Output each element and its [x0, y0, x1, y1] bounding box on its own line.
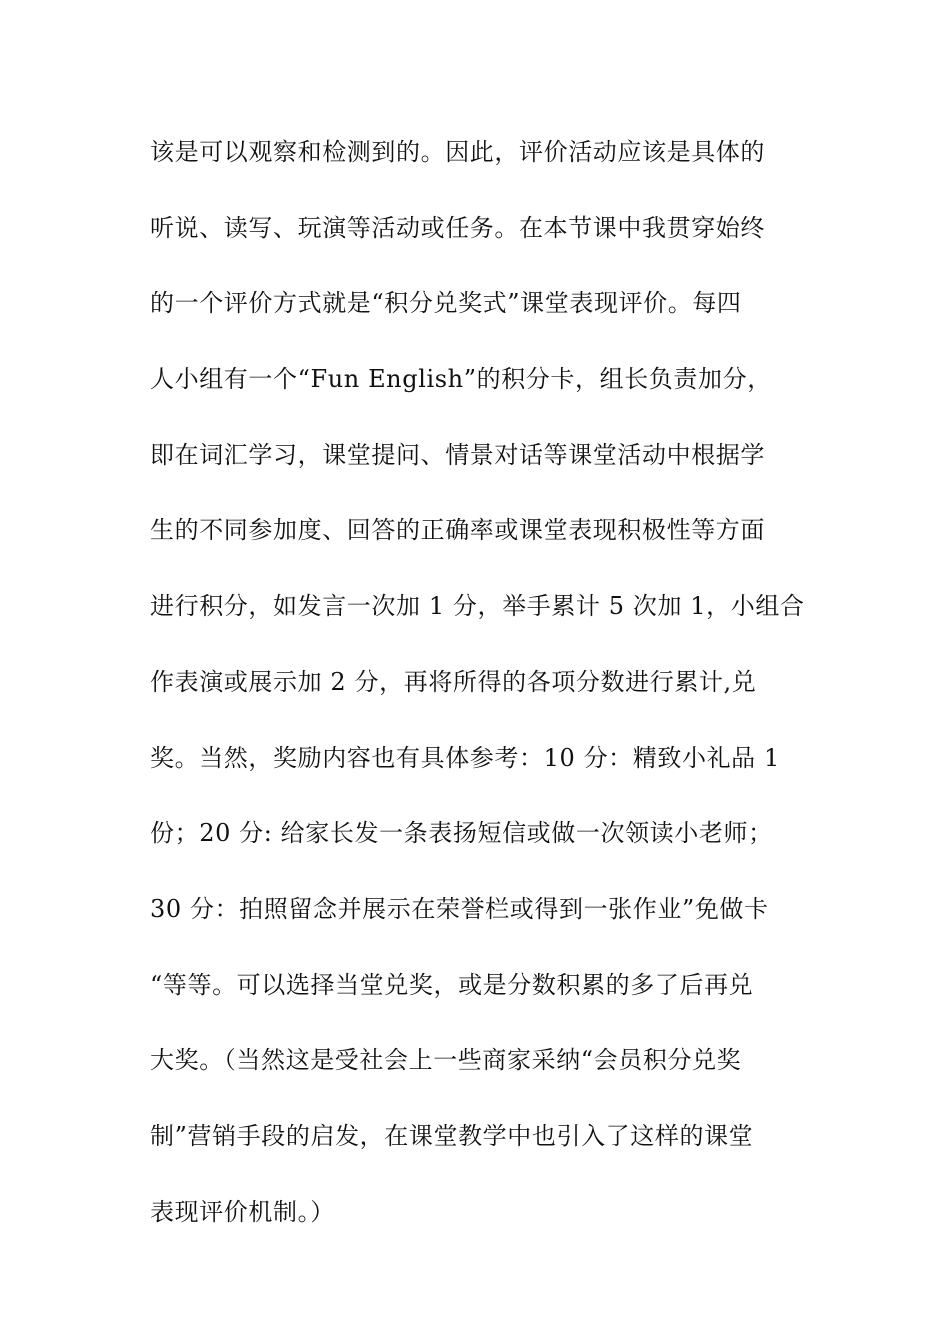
- text-line: 份；20 分: 给家长发一条表扬短信或做一次领读小老师；: [150, 819, 773, 848]
- text-line: 30 分：拍照留念并展示在荣誉栏或得到一张作业”免做卡: [150, 894, 769, 923]
- text-line: 作表演或展示加 2 分，再将所得的各项分数进行累计,兑: [150, 667, 757, 696]
- text-line: 生的不同参加度、回答的正确率或课堂表现积极性等方面: [150, 516, 765, 545]
- text-line: 表现评价机制。）: [150, 1197, 335, 1226]
- text-line: 听说、读写、玩演等活动或任务。在本节课中我贯穿始终: [150, 213, 765, 242]
- text-line: 即在词汇学习，课堂提问、情景对话等课堂活动中根据学: [150, 440, 765, 469]
- text-line: 该是可以观察和检测到的。因此，评价活动应该是具体的: [150, 138, 765, 166]
- text-line: 制”营销手段的启发，在课堂教学中也引入了这样的课堂: [150, 1121, 754, 1150]
- body-text: [150, 128, 830, 1263]
- text-line: 人小组有一个“Fun English”的积分卡，组长负责加分，: [150, 365, 772, 394]
- text-line: “等等。可以选择当堂兑奖，或是分数积累的多了后再兑: [150, 970, 754, 999]
- text-line: 奖。当然，奖励内容也有具体参考：10 分：精致小礼品 1: [150, 743, 780, 772]
- text-line: 进行积分，如发言一次加 1 分，举手累计 5 次加 1，小组合: [150, 592, 805, 621]
- text-line: 大奖。（当然这是受社会上一些商家采纳“会员积分兑奖: [150, 1046, 742, 1075]
- text-line: 的一个评价方式就是“积分兑奖式”课堂表现评价。每四: [150, 289, 742, 318]
